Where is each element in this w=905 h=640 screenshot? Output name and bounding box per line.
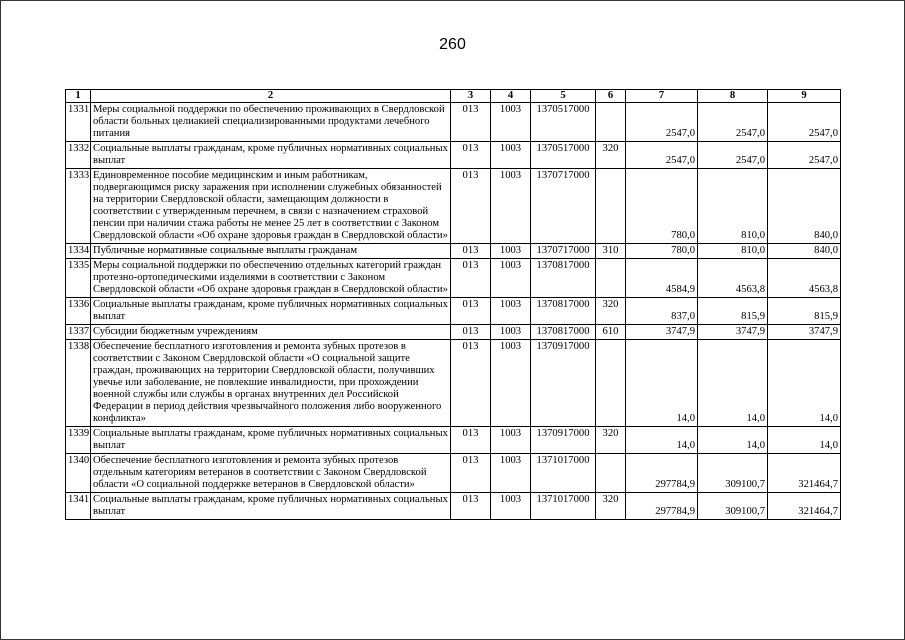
amount-cell: 4563,8	[768, 259, 841, 298]
code-cell: 1370717000	[531, 244, 596, 259]
code-cell: 013	[451, 259, 491, 298]
table-header-row	[66, 90, 841, 103]
amount-cell: 14,0	[626, 340, 698, 427]
column-header: 8	[698, 90, 768, 103]
row-number: 1335	[66, 259, 91, 298]
amount-cell: 815,9	[768, 298, 841, 325]
code-cell: 1003	[491, 244, 531, 259]
code-cell: 1370717000	[531, 169, 596, 244]
table-row	[66, 454, 841, 493]
row-description: Социальные выплаты гражданам, кроме публичных нормативных социальных выплат	[91, 298, 451, 325]
code-cell: 320	[596, 142, 626, 169]
row-description: Меры социальной поддержки по обеспечению проживающих в Свердловской области больных целиакией специализированными продуктами лечебного питания	[91, 103, 451, 142]
amount-cell: 2547,0	[698, 103, 768, 142]
amount-cell: 14,0	[768, 427, 841, 454]
amount-cell: 14,0	[626, 427, 698, 454]
amount-cell: 4563,8	[698, 259, 768, 298]
amount-cell: 14,0	[768, 340, 841, 427]
code-cell	[596, 259, 626, 298]
code-cell: 013	[451, 169, 491, 244]
code-cell: 1003	[491, 169, 531, 244]
table-row	[66, 340, 841, 427]
amount-cell: 840,0	[768, 169, 841, 244]
amount-cell: 810,0	[698, 244, 768, 259]
code-cell: 1370517000	[531, 103, 596, 142]
page-number: 260	[439, 36, 466, 53]
table-row	[66, 103, 841, 142]
amount-cell: 4584,9	[626, 259, 698, 298]
amount-cell: 810,0	[698, 169, 768, 244]
code-cell: 1003	[491, 427, 531, 454]
table-row	[66, 142, 841, 169]
amount-cell: 837,0	[626, 298, 698, 325]
amount-cell: 2547,0	[626, 103, 698, 142]
code-cell: 1370517000	[531, 142, 596, 169]
code-cell: 1371017000	[531, 454, 596, 493]
row-description: Единовременное пособие медицинским и иным работникам, подвергающимся риску заражения при исполнении служебных обязанностей на территории Свердловской области, замещающим должности в соответствии с утвержденным перечнем, в связи с назначением страховой пенсии при наличии стажа работы не менее 25 лет в соответствии с Законом Свердловской области «Об охране здоровья граждан в Свердловской области»	[91, 169, 451, 244]
row-number: 1332	[66, 142, 91, 169]
column-header: 5	[531, 90, 596, 103]
amount-cell: 321464,7	[768, 454, 841, 493]
amount-cell: 840,0	[768, 244, 841, 259]
row-number: 1337	[66, 325, 91, 340]
amount-cell: 2547,0	[768, 142, 841, 169]
code-cell	[596, 169, 626, 244]
code-cell: 1003	[491, 142, 531, 169]
code-cell: 1003	[491, 325, 531, 340]
code-cell	[596, 454, 626, 493]
code-cell	[596, 340, 626, 427]
row-description: Социальные выплаты гражданам, кроме публичных нормативных социальных выплат	[91, 142, 451, 169]
table-row	[66, 244, 841, 259]
code-cell: 1370817000	[531, 259, 596, 298]
column-header: 4	[491, 90, 531, 103]
code-cell: 013	[451, 340, 491, 427]
code-cell	[596, 103, 626, 142]
row-description: Субсидии бюджетным учреждениям	[91, 325, 451, 340]
code-cell: 013	[451, 325, 491, 340]
code-cell: 1003	[491, 340, 531, 427]
code-cell: 1003	[491, 298, 531, 325]
code-cell: 1370817000	[531, 325, 596, 340]
table-row	[66, 298, 841, 325]
code-cell: 013	[451, 454, 491, 493]
column-header: 2	[91, 90, 451, 103]
column-header: 6	[596, 90, 626, 103]
row-description: Публичные нормативные социальные выплаты гражданам	[91, 244, 451, 259]
amount-cell: 309100,7	[698, 454, 768, 493]
column-header: 7	[626, 90, 698, 103]
code-cell: 013	[451, 244, 491, 259]
table-row	[66, 169, 841, 244]
amount-cell: 14,0	[698, 427, 768, 454]
row-number: 1341	[66, 493, 91, 520]
row-number: 1336	[66, 298, 91, 325]
amount-cell: 815,9	[698, 298, 768, 325]
column-header: 3	[451, 90, 491, 103]
code-cell: 1370817000	[531, 298, 596, 325]
amount-cell: 309100,7	[698, 493, 768, 520]
row-description: Социальные выплаты гражданам, кроме публичных нормативных социальных выплат	[91, 493, 451, 520]
amount-cell: 14,0	[698, 340, 768, 427]
row-number: 1331	[66, 103, 91, 142]
row-description: Социальные выплаты гражданам, кроме публичных нормативных социальных выплат	[91, 427, 451, 454]
row-description: Обеспечение бесплатного изготовления и ремонта зубных протезов в соответствии с Законом Свердловской области «О социальной защите граждан, проживающих на территории Свердловской области, получивших увечье или заболевание, не повлекшие инвалидности, при прохождении военной службы или службы в органах внутренних дел Российской Федерации в период действия чрезвычайного положения либо вооруженного конфликта»	[91, 340, 451, 427]
row-number: 1333	[66, 169, 91, 244]
amount-cell: 2547,0	[768, 103, 841, 142]
row-number: 1340	[66, 454, 91, 493]
amount-cell: 3747,9	[768, 325, 841, 340]
column-header: 9	[768, 90, 841, 103]
code-cell: 1370917000	[531, 340, 596, 427]
row-description: Меры социальной поддержки по обеспечению отдельных категорий граждан протезно-ортопедическими изделиями в соответствии с Законом Свердловской области «Об охране здоровья граждан в Свердловской области»	[91, 259, 451, 298]
amount-cell: 297784,9	[626, 493, 698, 520]
row-description: Обеспечение бесплатного изготовления и ремонта зубных протезов отдельным категориям ветеранов в соответствии с Законом Свердловской области «О социальной поддержке ветеранов в Свердловской области»	[91, 454, 451, 493]
code-cell: 013	[451, 103, 491, 142]
row-number: 1334	[66, 244, 91, 259]
code-cell: 1370917000	[531, 427, 596, 454]
amount-cell: 780,0	[626, 244, 698, 259]
budget-table	[65, 89, 841, 520]
table-row	[66, 493, 841, 520]
code-cell: 1003	[491, 259, 531, 298]
code-cell: 310	[596, 244, 626, 259]
code-cell: 610	[596, 325, 626, 340]
code-cell: 013	[451, 493, 491, 520]
amount-cell: 3747,9	[626, 325, 698, 340]
amount-cell: 321464,7	[768, 493, 841, 520]
table-row	[66, 259, 841, 298]
column-header: 1	[66, 90, 91, 103]
code-cell: 1003	[491, 103, 531, 142]
code-cell: 1003	[491, 493, 531, 520]
code-cell: 013	[451, 142, 491, 169]
code-cell: 320	[596, 427, 626, 454]
table-row	[66, 325, 841, 340]
code-cell: 1003	[491, 454, 531, 493]
amount-cell: 780,0	[626, 169, 698, 244]
row-number: 1338	[66, 340, 91, 427]
amount-cell: 297784,9	[626, 454, 698, 493]
code-cell: 013	[451, 427, 491, 454]
code-cell: 013	[451, 298, 491, 325]
code-cell: 320	[596, 493, 626, 520]
table-row	[66, 427, 841, 454]
code-cell: 320	[596, 298, 626, 325]
code-cell: 1371017000	[531, 493, 596, 520]
row-number: 1339	[66, 427, 91, 454]
amount-cell: 2547,0	[626, 142, 698, 169]
amount-cell: 2547,0	[698, 142, 768, 169]
amount-cell: 3747,9	[698, 325, 768, 340]
